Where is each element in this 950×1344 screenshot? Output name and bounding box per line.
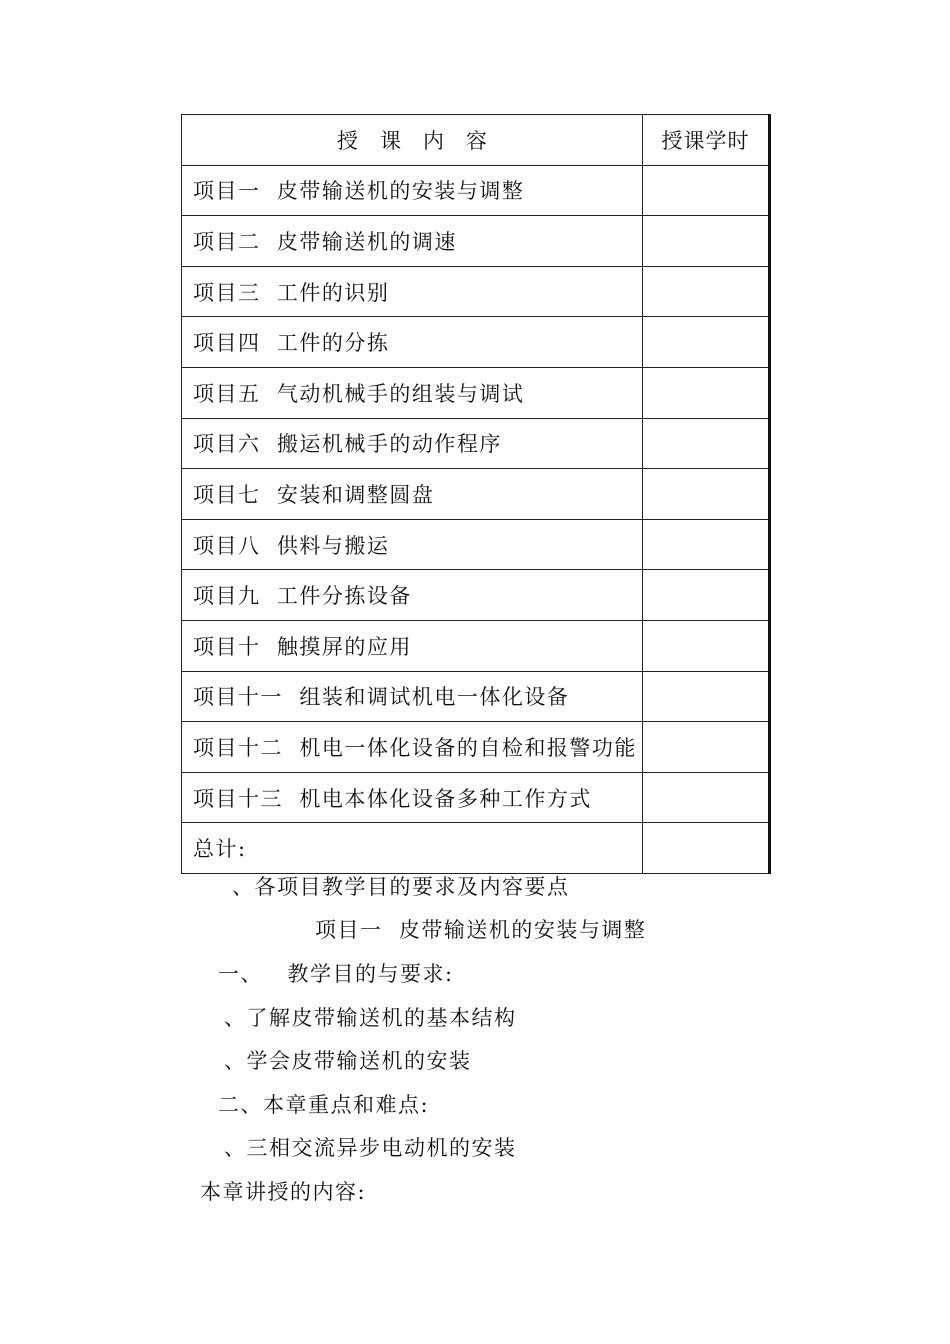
- row-hours: [643, 266, 770, 317]
- row-hours: [643, 570, 770, 621]
- table-row: [182, 772, 770, 823]
- lecture-content-heading: 本章讲授的内容:: [200, 1180, 367, 1204]
- row-content: 项目六 搬运机械手的动作程序: [182, 418, 643, 469]
- table-row: [182, 165, 770, 216]
- row-content: 项目三 工件的识别: [182, 266, 643, 317]
- table-row: [182, 367, 770, 418]
- table-row: [182, 671, 770, 722]
- key-points-heading: 二、本章重点和难点:: [218, 1093, 430, 1117]
- row-content: 项目五 气动机械手的组装与调试: [182, 367, 643, 418]
- row-content: 项目九 工件分拣设备: [182, 570, 643, 621]
- row-content: 项目十三 机电本体化设备多种工作方式: [182, 772, 643, 823]
- row-content: 项目十 触摸屏的应用: [182, 620, 643, 671]
- row-hours: [643, 671, 770, 722]
- table-row: [182, 570, 770, 621]
- table-row: [182, 519, 770, 570]
- row-content: 项目二 皮带输送机的调速: [182, 216, 643, 267]
- goal-item-2: 、学会皮带输送机的安装: [224, 1049, 472, 1073]
- row-content: 项目十二 机电一体化设备的自检和报警功能: [182, 722, 643, 773]
- row-hours: [643, 620, 770, 671]
- header-content: 授课内容: [182, 115, 643, 166]
- total-hours: [643, 823, 770, 874]
- row-content: 项目十一 组装和调试机电一体化设备: [182, 671, 643, 722]
- table-header-row: [182, 115, 770, 166]
- row-content: 项目八 供料与搬运: [182, 519, 643, 570]
- table-row: [182, 216, 770, 267]
- row-hours: [643, 317, 770, 368]
- row-content: 项目七 安装和调整圆盘: [182, 469, 643, 520]
- total-label: 总计:: [182, 823, 643, 874]
- row-hours: [643, 722, 770, 773]
- row-hours: [643, 165, 770, 216]
- project-title: 项目一 皮带输送机的安装与调整: [315, 918, 647, 942]
- table-row: [182, 266, 770, 317]
- table-row: [182, 469, 770, 520]
- table-row: [182, 620, 770, 671]
- goals-heading: 一、 教学目的与要求:: [218, 962, 454, 986]
- table-row: [182, 418, 770, 469]
- table-row-total: [182, 823, 770, 874]
- row-content: 项目一 皮带输送机的安装与调整: [182, 165, 643, 216]
- row-content: 项目四 工件的分拣: [182, 317, 643, 368]
- table-row: [182, 722, 770, 773]
- key-point-item-1: 、三相交流异步电动机的安装: [224, 1136, 517, 1160]
- row-hours: [643, 367, 770, 418]
- section-heading: 、各项目教学目的要求及内容要点: [232, 875, 570, 899]
- row-hours: [643, 519, 770, 570]
- goal-item-1: 、了解皮带输送机的基本结构: [224, 1006, 517, 1030]
- row-hours: [643, 772, 770, 823]
- table-row: [182, 317, 770, 368]
- row-hours: [643, 216, 770, 267]
- row-hours: [643, 469, 770, 520]
- header-hours: 授课学时: [643, 115, 770, 166]
- teaching-schedule-table: [181, 114, 771, 874]
- row-hours: [643, 418, 770, 469]
